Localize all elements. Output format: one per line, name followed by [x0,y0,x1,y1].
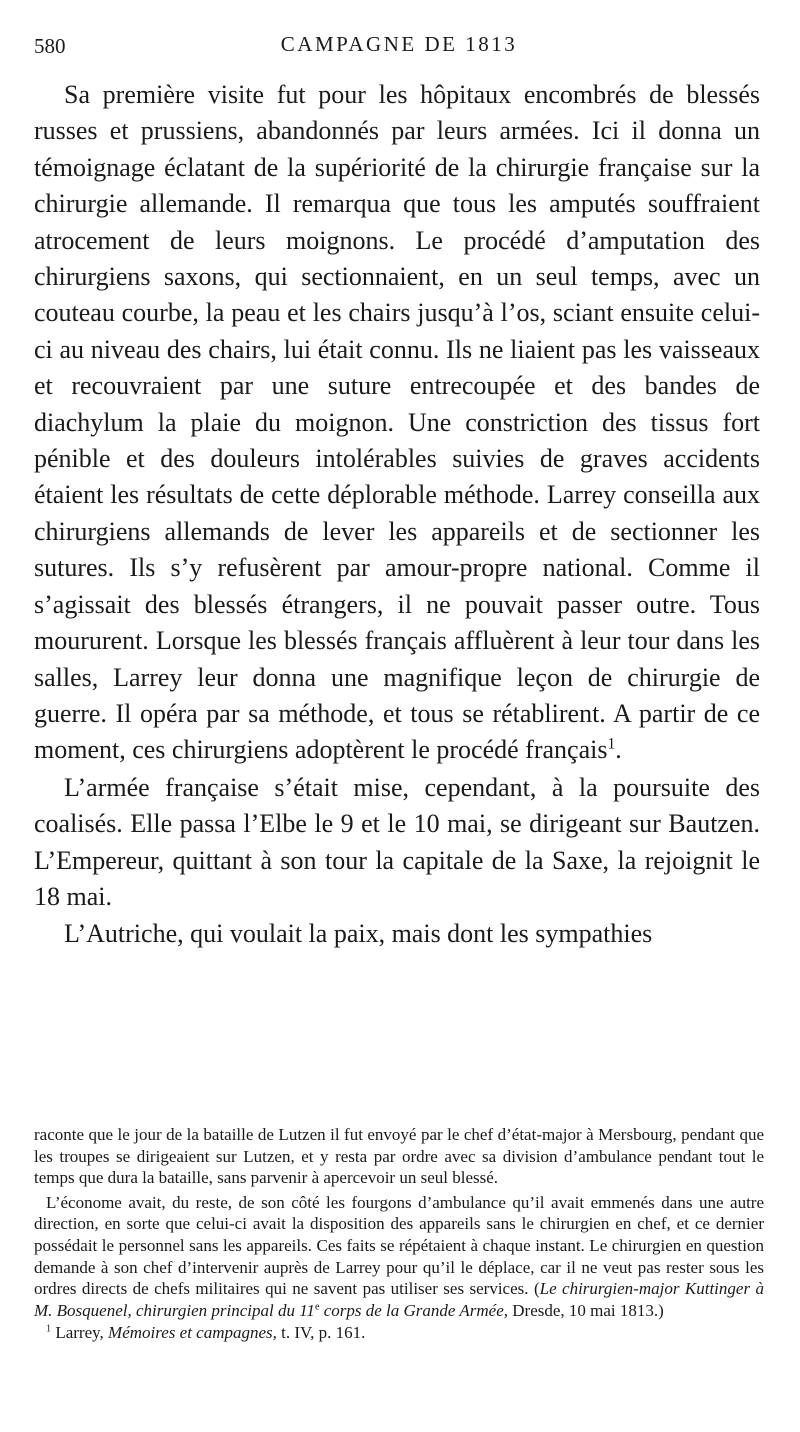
footnotes [34,1124,764,1344]
paragraph-1-text: Sa première visite fut pour les hôpitaux encombrés de blessés russes et prussiens, abandonnés par leurs armées. Ici il donna un témoignage éclatant de la supériorité de la chirurgie française sur la chirurgie allemande. Il remarqua que tous les amputés souffraient atrocement de leurs moignons. Le procédé d’amputation des chirurgiens saxons, qui sectionnaient, en un seul temps, avec un couteau courbe, la peau et les chairs jusqu’à l’os, sciant ensuite celui-ci au niveau des chairs, lui était connu. Ils ne liaient pas les vaisseaux et recouvraient par une suture entrecoupée et des bandes de diachylum la plaie du moignon. Une constriction des tissus fort pénible et des douleurs intolérables suivies de graves accidents étaient les résultats de cette déplorable méthode. Larrey conseilla aux chirurgiens allemands de lever les appareils et de sectionner les sutures. Ils s’y refusèrent par amour-propre national. Comme il s’agissait des blessés étrangers, il ne pouvait passer outre. Tous moururent. Lorsque les blessés français affluèrent à leur tour dans les salles, Larrey leur donna une magnifique leçon de chirurgie de guerre. Il opéra par sa méthode, et tous se rétablirent. A partir de ce moment, ces chirurgiens adoptèrent le procédé français [34,80,760,765]
footnote-number: 1 [46,1323,52,1335]
note-paragraph [34,1192,764,1322]
running-title: CAMPAGNE DE 1813 [280,32,518,56]
page-number: 580 [34,34,66,58]
footnote-author: Larrey, [51,1323,109,1343]
paragraph-1-end: . [615,735,622,765]
main-text [34,77,760,953]
footnote-rest: t. IV, p. 161. [276,1323,366,1343]
note-citation-sup: e [314,1301,320,1313]
paragraph-3: L’Autriche, qui voulait la paix, mais dont les sympathies [64,919,653,949]
paragraph-2: L’armée française s’était mise, cependant, à la poursuite des coalisés. Elle passa l’Elbe le 9 et le 10 mai, se dirigeant sur Bautzen. L’Empereur, quittant à son tour la capitale de la Saxe, la rejoignit le 18 mai. [34,772,760,911]
note-text: L’économe avait, du reste, de son côté les fourgons d’ambulance qu’il avait emmenés dans une autre direction, en sorte que celui-ci avait la disposition des appareils sans le chirurgien en chef, et ce dernier possédait le personnel sans les appareils. Ces faits se répétaient à chaque instant. Le chirurgien en question demande à son chef d’intervenir auprès de Larrey pour qu’il le déplace, car il ne veut pas rester sous les ordres directs de chefs militaires qui ne savent pas utiliser ses services. ( [34,1192,764,1299]
footnote-ref: 1 [607,735,616,753]
note-citation-2: corps de la Grande Armée, [319,1300,509,1320]
page-header [34,30,764,62]
note-continued: raconte que le jour de la bataille de Lutzen il fut envoyé par le chef d’état-major à Mersbourg, pendant que les troupes se dirigeaient sur Lutzen, et y resta par ordre avec sa division d’ambulance pendant tout le temps que dura la bataille, sans parvenir à apercevoir un seul blessé. [34,1125,764,1188]
note-citation-end: Dresde, 10 mai 1813.) [508,1300,664,1320]
note-citation: Le chirurgien-major Kuttinger à M. Bosquenel, chirurgien principal du 11 [34,1279,764,1320]
paragraph-1 [34,77,760,769]
footnote-title: Mémoires et campagnes, [108,1323,277,1343]
footnote-1 [34,1322,764,1344]
